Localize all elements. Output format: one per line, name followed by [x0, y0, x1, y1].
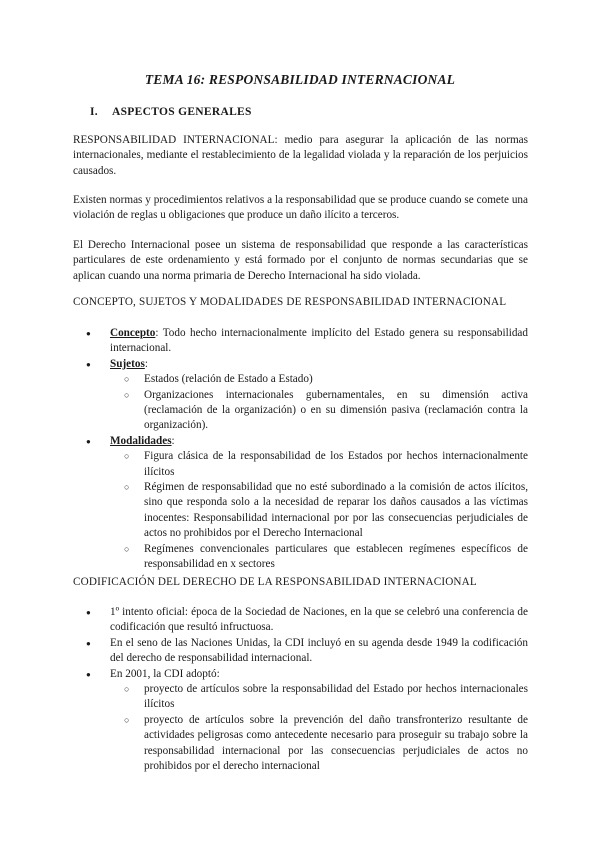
cdi-intro: En 2001, la CDI adoptó:	[110, 667, 220, 680]
sublist-item: ○ Régimen de responsabilidad que no esté subordinado a la comisión de actos ilícitos, sino que responda solo a la necesidad de reparar los daños causados a las víctimas inocentes: Responsabilidad internacional por por las consecuencias perjudiciales de actos no prohibidos por el Derecho Internacional	[110, 480, 528, 542]
section-heading-text: ASPECTOS GENERALES	[112, 106, 252, 118]
sublist-item: ○ Estados (relación de Estado a Estado)	[110, 372, 528, 387]
sujetos-sublist	[110, 372, 528, 434]
paragraph-system: El Derecho Internacional posee un sistema de responsabilidad que responde a las características particulares de este ordenamiento y está formado por el conjunto de normas secundarias que se aplican cuando una norma primaria de Derecho Internacional ha sido violada.	[73, 239, 528, 282]
list-item-cdi	[73, 667, 528, 775]
concepto-text: : Todo hecho internacionalmente implícito del Estado genera su responsabilidad internacional.	[110, 327, 528, 355]
codification-list	[73, 605, 528, 774]
sublist-item: ○ Regímenes convencionales particulares que establecen regímenes específicos de responsabilidad en x sectores	[110, 542, 528, 573]
sublist-item: ○ Organizaciones internacionales gubernamentales, en su dimensión activa (reclamación de la organización) o en su dimensión pasiva (reclamación contra la organización).	[110, 388, 528, 434]
sublist-item: ○ Figura clásica de la responsabilidad de los Estados por hechos internacionalmente ilícitos	[110, 449, 528, 480]
sujetos-label: Sujetos	[110, 357, 145, 370]
section-heading-concepto: CONCEPTO, SUJETOS Y MODALIDADES DE RESPONSABILIDAD INTERNACIONAL	[73, 296, 507, 308]
concept-list	[73, 326, 528, 573]
modalidades-colon: :	[171, 434, 175, 447]
list-item-sujetos	[73, 357, 528, 434]
section-number: I.	[90, 106, 98, 118]
list-item: ● 1º intento oficial: época de la Sociedad de Naciones, en la que se celebró una conferencia de codificación que resultó infructuosa.	[73, 605, 528, 636]
list-item-modalidades	[73, 434, 528, 573]
concepto-label: Concepto	[110, 327, 156, 339]
list-item: ● En el seno de las Naciones Unidas, la CDI incluyó en su agenda desde 1949 la codificación del derecho de responsabilidad internacional.	[73, 636, 528, 667]
sublist-item: ○ proyecto de artículos sobre la responsabilidad del Estado por hechos internacionales ilícitos	[110, 682, 528, 713]
section-heading-aspectos	[90, 106, 252, 118]
modalidades-label: Modalidades	[110, 434, 172, 447]
page-title: TEMA 16: RESPONSABILIDAD INTERNACIONAL	[144, 72, 456, 87]
paragraph-definition: RESPONSABILIDAD INTERNACIONAL: medio para asegurar la aplicación de las normas internacionales, mediante el restablecimiento de la legalidad violada y la reparación de los perjuicios causados.	[73, 134, 528, 177]
paragraph-norms: Existen normas y procedimientos relativos a la responsabilidad que se produce cuando se comete una violación de reglas u obligaciones que produce un daño ilícito a terceros.	[73, 194, 528, 222]
list-item-concepto	[73, 326, 528, 357]
modalidades-sublist	[110, 449, 528, 572]
section-heading-codificacion: CODIFICACIÓN DEL DERECHO DE LA RESPONSABILIDAD INTERNACIONAL	[73, 576, 477, 588]
sublist-item: ○ proyecto de artículos sobre la prevención del daño transfronterizo resultante de actividades peligrosas como antecedente necesario para proseguir su trabajo sobre la responsabilidad internacional por las consecuencias perjudiciales de actos no prohibidos por el derecho internacional	[110, 713, 528, 775]
sujetos-colon: :	[144, 357, 148, 370]
cdi-sublist	[110, 682, 528, 774]
